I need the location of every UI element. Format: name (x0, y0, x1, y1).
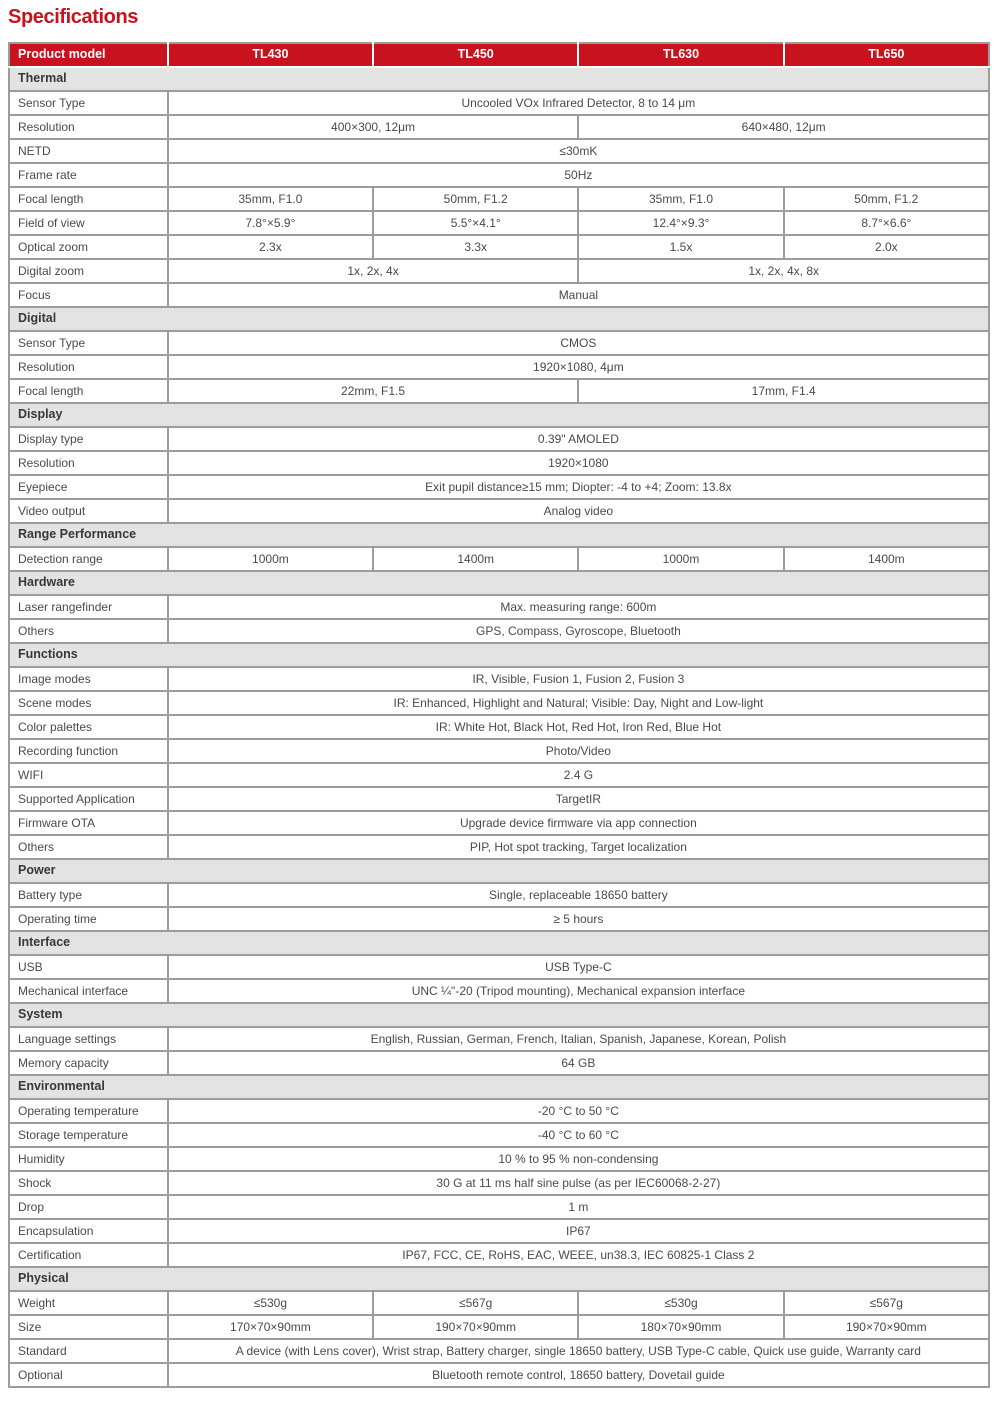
spec-value: 22mm, F1.5 (168, 379, 579, 403)
spec-value: Analog video (168, 499, 989, 523)
row-label: Optional (9, 1363, 168, 1387)
spec-value: 30 G at 11 ms half sine pulse (as per IEC60068-2-27) (168, 1171, 989, 1195)
row-label: Humidity (9, 1147, 168, 1171)
spec-value: 5.5°×4.1° (373, 211, 578, 235)
spec-value: 1.5x (578, 235, 783, 259)
spec-value: 35mm, F1.0 (578, 187, 783, 211)
row-label: Shock (9, 1171, 168, 1195)
spec-row-display-type (9, 427, 989, 451)
header-model-tl630: TL630 (578, 43, 783, 67)
row-label: Certification (9, 1243, 168, 1267)
section-row-range-performance (9, 523, 989, 547)
spec-value: ≤30mK (168, 139, 989, 163)
spec-value: 400×300, 12μm (168, 115, 579, 139)
section-row-system (9, 1003, 989, 1027)
spec-row-operating-time (9, 907, 989, 931)
spec-value: PIP, Hot spot tracking, Target localization (168, 835, 989, 859)
spec-row-standard (9, 1339, 989, 1363)
header-model-tl650: TL650 (784, 43, 989, 67)
spec-row-operating-temperature (9, 1099, 989, 1123)
spec-value: 1x, 2x, 4x, 8x (578, 259, 989, 283)
spec-value: Exit pupil distance≥15 mm; Diopter: -4 to +4; Zoom: 13.8x (168, 475, 989, 499)
spec-value: 1920×1080 (168, 451, 989, 475)
row-label: Frame rate (9, 163, 168, 187)
row-label: Eyepiece (9, 475, 168, 499)
spec-value: 64 GB (168, 1051, 989, 1075)
spec-value: Bluetooth remote control, 18650 battery, Dovetail guide (168, 1363, 989, 1387)
spec-value: 1000m (578, 547, 783, 571)
spec-value: UNC ¼"-20 (Tripod mounting), Mechanical expansion interface (168, 979, 989, 1003)
spec-value: Uncooled VOx Infrared Detector, 8 to 14 μm (168, 91, 989, 115)
spec-row-detection-range (9, 547, 989, 571)
spec-value: 1920×1080, 4μm (168, 355, 989, 379)
spec-row-focus (9, 283, 989, 307)
section-row-hardware (9, 571, 989, 595)
spec-row-optional (9, 1363, 989, 1387)
spec-value: ≥ 5 hours (168, 907, 989, 931)
spec-value: IP67 (168, 1219, 989, 1243)
spec-row-supported-application (9, 787, 989, 811)
spec-row-focal-length (9, 379, 989, 403)
spec-value: 17mm, F1.4 (578, 379, 989, 403)
spec-value: 170×70×90mm (168, 1315, 373, 1339)
row-label: Resolution (9, 355, 168, 379)
row-label: Encapsulation (9, 1219, 168, 1243)
spec-row-size (9, 1315, 989, 1339)
spec-row-drop (9, 1195, 989, 1219)
spec-value: 2.3x (168, 235, 373, 259)
row-label: Standard (9, 1339, 168, 1363)
spec-row-color-palettes (9, 715, 989, 739)
spec-value: 1400m (784, 547, 989, 571)
spec-value: 190×70×90mm (784, 1315, 989, 1339)
spec-value: 1x, 2x, 4x (168, 259, 579, 283)
spec-value: IR: Enhanced, Highlight and Natural; Visible: Day, Night and Low-light (168, 691, 989, 715)
row-label: Focus (9, 283, 168, 307)
section-row-interface (9, 931, 989, 955)
table-header-row (9, 43, 989, 67)
row-label: Others (9, 835, 168, 859)
spec-row-sensor-type (9, 331, 989, 355)
row-label: Digital zoom (9, 259, 168, 283)
spec-value: USB Type-C (168, 955, 989, 979)
row-label: Focal length (9, 187, 168, 211)
row-label: Sensor Type (9, 91, 168, 115)
spec-row-image-modes (9, 667, 989, 691)
spec-value: 1 m (168, 1195, 989, 1219)
section-title: Digital (9, 307, 989, 331)
row-label: Others (9, 619, 168, 643)
row-label: Drop (9, 1195, 168, 1219)
row-label: Resolution (9, 115, 168, 139)
spec-value: 180×70×90mm (578, 1315, 783, 1339)
row-label: Size (9, 1315, 168, 1339)
spec-value: ≤567g (784, 1291, 989, 1315)
spec-row-certification (9, 1243, 989, 1267)
row-label: Storage temperature (9, 1123, 168, 1147)
spec-row-language-settings (9, 1027, 989, 1051)
spec-value: Manual (168, 283, 989, 307)
section-title: Environmental (9, 1075, 989, 1099)
header-product-model: Product model (9, 43, 168, 67)
section-row-physical (9, 1267, 989, 1291)
spec-row-laser-rangefinder (9, 595, 989, 619)
spec-value: English, Russian, German, French, Italian, Spanish, Japanese, Korean, Polish (168, 1027, 989, 1051)
spec-row-netd (9, 139, 989, 163)
spec-value: -20 °C to 50 °C (168, 1099, 989, 1123)
section-title: Functions (9, 643, 989, 667)
row-label: Supported Application (9, 787, 168, 811)
spec-value: 50mm, F1.2 (373, 187, 578, 211)
spec-value: 50mm, F1.2 (784, 187, 989, 211)
spec-value: 7.8°×5.9° (168, 211, 373, 235)
spec-row-storage-temperature (9, 1123, 989, 1147)
spec-row-encapsulation (9, 1219, 989, 1243)
spec-value: 3.3x (373, 235, 578, 259)
page-title: Specifications (8, 6, 138, 28)
spec-row-recording-function (9, 739, 989, 763)
section-title: Power (9, 859, 989, 883)
spec-value: 10 % to 95 % non-condensing (168, 1147, 989, 1171)
spec-row-sensor-type (9, 91, 989, 115)
spec-value: 8.7°×6.6° (784, 211, 989, 235)
section-row-power (9, 859, 989, 883)
row-label: Firmware OTA (9, 811, 168, 835)
spec-value: 1000m (168, 547, 373, 571)
spec-row-mechanical-interface (9, 979, 989, 1003)
row-label: Laser rangefinder (9, 595, 168, 619)
spec-value: ≤530g (168, 1291, 373, 1315)
spec-value: CMOS (168, 331, 989, 355)
spec-value: ≤567g (373, 1291, 578, 1315)
spec-value: 190×70×90mm (373, 1315, 578, 1339)
section-row-digital (9, 307, 989, 331)
spec-row-optical-zoom (9, 235, 989, 259)
spec-value: GPS, Compass, Gyroscope, Bluetooth (168, 619, 989, 643)
section-title: Thermal (9, 67, 989, 91)
row-label: Recording function (9, 739, 168, 763)
section-row-functions (9, 643, 989, 667)
spec-value: -40 °C to 60 °C (168, 1123, 989, 1147)
spec-row-resolution (9, 355, 989, 379)
section-title: System (9, 1003, 989, 1027)
spec-row-humidity (9, 1147, 989, 1171)
spec-row-video-output (9, 499, 989, 523)
row-label: Focal length (9, 379, 168, 403)
spec-value: 50Hz (168, 163, 989, 187)
spec-row-digital-zoom (9, 259, 989, 283)
spec-value: 640×480, 12μm (578, 115, 989, 139)
section-row-display (9, 403, 989, 427)
spec-row-focal-length (9, 187, 989, 211)
spec-value: Single, replaceable 18650 battery (168, 883, 989, 907)
section-row-thermal (9, 67, 989, 91)
spec-row-resolution (9, 115, 989, 139)
spec-row-others (9, 835, 989, 859)
spec-value: 2.4 G (168, 763, 989, 787)
row-label: Display type (9, 427, 168, 451)
header-model-tl450: TL450 (373, 43, 578, 67)
spec-value: Upgrade device firmware via app connection (168, 811, 989, 835)
row-label: Video output (9, 499, 168, 523)
row-label: USB (9, 955, 168, 979)
row-label: Operating temperature (9, 1099, 168, 1123)
row-label: Color palettes (9, 715, 168, 739)
specifications-table (8, 42, 990, 1388)
row-label: Battery type (9, 883, 168, 907)
section-title: Hardware (9, 571, 989, 595)
spec-value: Photo/Video (168, 739, 989, 763)
spec-value: IR, Visible, Fusion 1, Fusion 2, Fusion 3 (168, 667, 989, 691)
spec-row-others (9, 619, 989, 643)
spec-value: 0.39" AMOLED (168, 427, 989, 451)
spec-row-weight (9, 1291, 989, 1315)
spec-value: 1400m (373, 547, 578, 571)
spec-row-scene-modes (9, 691, 989, 715)
section-title: Display (9, 403, 989, 427)
spec-value: 12.4°×9.3° (578, 211, 783, 235)
section-row-environmental (9, 1075, 989, 1099)
section-title: Range Performance (9, 523, 989, 547)
spec-value: ≤530g (578, 1291, 783, 1315)
row-label: Language settings (9, 1027, 168, 1051)
spec-row-shock (9, 1171, 989, 1195)
row-label: Sensor Type (9, 331, 168, 355)
row-label: Memory capacity (9, 1051, 168, 1075)
spec-value: Max. measuring range: 600m (168, 595, 989, 619)
spec-row-memory-capacity (9, 1051, 989, 1075)
spec-value: TargetIR (168, 787, 989, 811)
header-model-tl430: TL430 (168, 43, 373, 67)
section-title: Physical (9, 1267, 989, 1291)
spec-row-field-of-view (9, 211, 989, 235)
table-body (9, 67, 989, 1387)
row-label: Image modes (9, 667, 168, 691)
spec-row-frame-rate (9, 163, 989, 187)
row-label: WIFI (9, 763, 168, 787)
spec-value: 35mm, F1.0 (168, 187, 373, 211)
row-label: Operating time (9, 907, 168, 931)
spec-row-battery-type (9, 883, 989, 907)
spec-row-firmware-ota (9, 811, 989, 835)
spec-value: IR: White Hot, Black Hot, Red Hot, Iron Red, Blue Hot (168, 715, 989, 739)
spec-value: IP67, FCC, CE, RoHS, EAC, WEEE, un38.3, IEC 60825-1 Class 2 (168, 1243, 989, 1267)
spec-row-eyepiece (9, 475, 989, 499)
row-label: NETD (9, 139, 168, 163)
row-label: Resolution (9, 451, 168, 475)
spec-row-wifi (9, 763, 989, 787)
section-title: Interface (9, 931, 989, 955)
row-label: Mechanical interface (9, 979, 168, 1003)
row-label: Optical zoom (9, 235, 168, 259)
spec-row-usb (9, 955, 989, 979)
row-label: Detection range (9, 547, 168, 571)
row-label: Field of view (9, 211, 168, 235)
spec-row-resolution (9, 451, 989, 475)
spec-value: A device (with Lens cover), Wrist strap, Battery charger, single 18650 battery, USB Type-C cable, Quick use guide, Warranty card (168, 1339, 989, 1363)
row-label: Weight (9, 1291, 168, 1315)
spec-value: 2.0x (784, 235, 989, 259)
row-label: Scene modes (9, 691, 168, 715)
